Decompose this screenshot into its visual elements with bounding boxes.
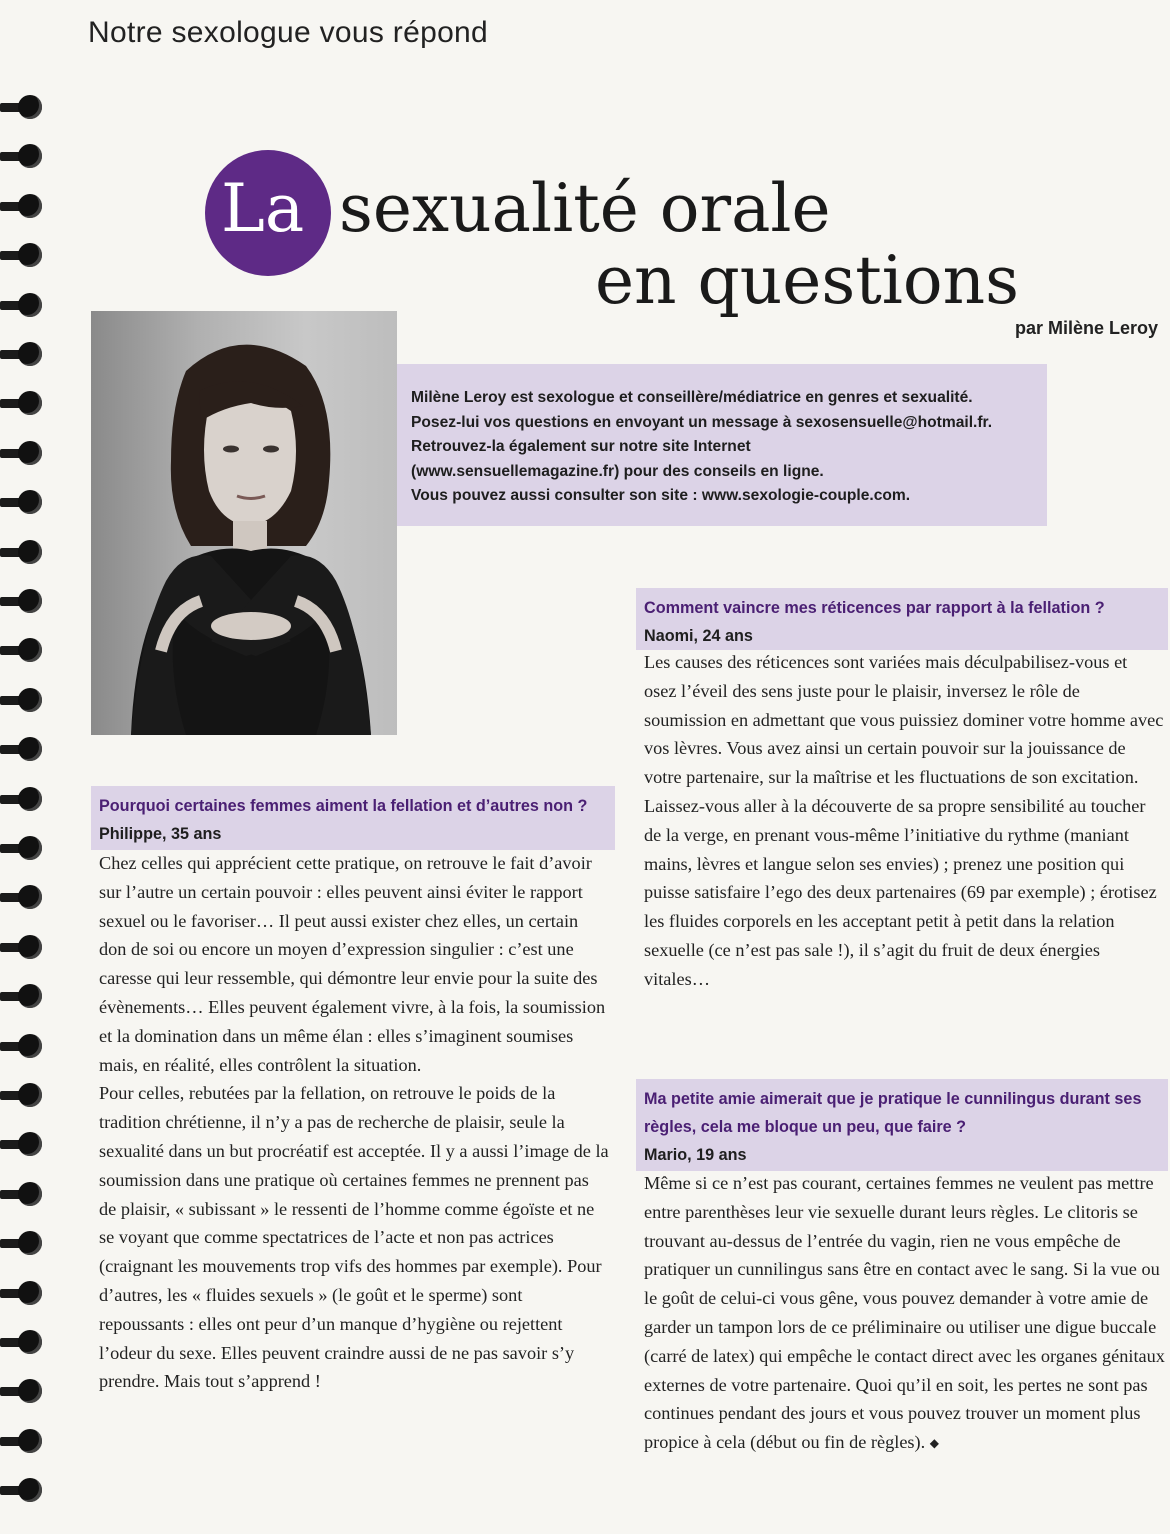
binding-ring: [0, 885, 44, 909]
title-line-1: sexualité orale: [339, 170, 831, 247]
binding-ring: [0, 95, 44, 119]
author-portrait: [91, 311, 397, 735]
end-mark-icon: ◆: [929, 1436, 940, 1451]
ring-hole: [18, 1083, 42, 1107]
binding-ring: [0, 1330, 44, 1354]
binding-ring: [0, 144, 44, 168]
section-rubric: Notre sexologue vous répond: [88, 16, 489, 49]
answer-paragraph: Les causes des réticences sont variées mais déculpabilisez-vous et osez l’éveil des sens juste pour le plaisir, inversez le rôle de soumission en admettant que vous puissiez dominer votre homme avec vos lèvres. Vous avez ainsi un certain pouvoir sur la jouissance de votre partenaire, sur la maîtrise et les fluctuations de son excitation. Laissez-vous aller à la découverte de sa propre sensibilité au toucher de la verge, en prenant vous-même l’initiative du rythme (maniant mains, lèvres et langue selon ses envies) ; prenez une position qui puisse satisfaire l’ego des deux partenaires (69 par exemple) ; érotisez les fluides corporels en les acceptant petit à petit dans la relation sexuelle (ce n’est pas sale !), il s’agit du fruit de deux énergies vitales…: [644, 652, 1164, 989]
ring-hole: [18, 1231, 42, 1255]
binding-ring: [0, 589, 44, 613]
ring-hole: [18, 836, 42, 860]
binding-ring: [0, 194, 44, 218]
binding-ring: [0, 243, 44, 267]
bio-line: Milène Leroy est sexologue et conseillère/médiatrice en genres et sexualité.: [411, 389, 973, 406]
question-asker: Mario, 19 ans: [644, 1146, 747, 1164]
binding-ring: [0, 984, 44, 1008]
question-asker: Naomi, 24 ans: [644, 627, 753, 645]
answer-2: [644, 648, 1164, 994]
question-text: Comment vaincre mes réticences par rapport à la fellation ?: [644, 599, 1105, 617]
bio-line: Posez-lui vos questions en envoyant un message à sexosensuelle@hotmail.fr.: [411, 413, 993, 431]
binding-ring: [0, 1231, 44, 1255]
answer-3: [644, 1169, 1168, 1458]
binding-ring: [0, 540, 44, 564]
binding-ring: [0, 935, 44, 959]
title-badge-text: La: [221, 170, 305, 247]
binding-ring: [0, 1132, 44, 1156]
binding-ring: [0, 1379, 44, 1403]
ring-hole: [18, 1034, 42, 1058]
author-byline: par Milène Leroy: [1014, 318, 1158, 338]
question-text: Pourquoi certaines femmes aiment la fellation et d’autres non ?: [99, 797, 588, 815]
binding-ring: [0, 737, 44, 761]
question-box-3: [636, 1079, 1168, 1171]
ring-hole: [18, 1132, 42, 1156]
binding-ring: [0, 293, 44, 317]
answer-text: Même si ce n’est pas courant, certaines femmes ne veulent pas mettre entre parenthèses leur vie sexuelle durant leurs règles. Le clitoris se trouvant au-dessus de l’entrée du vagin, rien ne vous empêche de pratiquer un cunnilingus sans être en contact avec le sang. Si la vue ou le goût de celui-ci vous gêne, vous pouvez demander à votre amie de garder un tampon lors de ce préliminaire ou utiliser une digue buccale (carré de latex) qui empêche le contact direct avec les organes génitaux externes de votre partenaire. Quoi qu’il en soit, les pertes ne sont pas continues pendant des jours et vous pouvez trouver un moment plus propice à cela (début ou fin de règles).: [644, 1173, 1165, 1453]
bio-line: Vous pouvez aussi consulter son site : www.sexologie-couple.com.: [411, 487, 911, 504]
ring-hole: [18, 1182, 42, 1206]
question-box-1: [91, 786, 615, 850]
ring-hole: [18, 144, 42, 168]
question-asker: Philippe, 35 ans: [99, 825, 222, 843]
ring-hole: [18, 194, 42, 218]
spiral-binding: [0, 95, 48, 1534]
binding-ring: [0, 787, 44, 811]
binding-ring: [0, 441, 44, 465]
ring-hole: [18, 589, 42, 613]
answer-1: [99, 849, 609, 1396]
binding-ring: [0, 688, 44, 712]
ring-hole: [18, 1478, 42, 1502]
binding-ring: [0, 1182, 44, 1206]
ring-hole: [18, 787, 42, 811]
binding-ring: [0, 1429, 44, 1453]
ring-hole: [18, 441, 42, 465]
ring-hole: [18, 935, 42, 959]
ring-hole: [18, 885, 42, 909]
ring-hole: [18, 1330, 42, 1354]
binding-ring: [0, 490, 44, 514]
ring-hole: [18, 293, 42, 317]
bio-line: (www.sensuellemagazine.fr) pour des conseils en ligne.: [411, 462, 824, 480]
ring-hole: [18, 540, 42, 564]
answer-paragraph: Pour celles, rebutées par la fellation, on retrouve le poids de la tradition chrétienne, il n’y a pas de recherche de plaisir, seule la sexualité dans un but procréatif est acceptée. Il y a aussi l’image de la soumission dans une pratique où certaines femmes ne prennent pas de plaisir, « subissant » le ressenti de l’homme comme égoïste et ne se voyant que comme spectatrices de l’acte et non pas actrices (craignant les mouvements trop vifs des hommes par exemple). Pour d’autres, les « fluides sexuels » (le goût et le sperme) sont repoussants : elles ont peur d’un manque d’hygiène ou rejettent l’odeur du sexe. Elles peuvent craindre aussi de ne pas savoir s’y prendre. Mais tout s’apprend !: [99, 1083, 609, 1392]
ring-hole: [18, 737, 42, 761]
author-bio-box: [397, 364, 1047, 526]
ring-hole: [18, 342, 42, 366]
binding-ring: [0, 836, 44, 860]
ring-hole: [18, 1429, 42, 1453]
ring-hole: [18, 984, 42, 1008]
ring-hole: [18, 1281, 42, 1305]
ring-hole: [18, 243, 42, 267]
binding-ring: [0, 1034, 44, 1058]
binding-ring: [0, 638, 44, 662]
binding-ring: [0, 1478, 44, 1502]
question-box-2: [636, 588, 1168, 650]
answer-paragraph: Chez celles qui apprécient cette pratique, on retrouve le fait d’avoir sur l’autre un certain pouvoir : elles peuvent ainsi éviter le rapport sexuel ou le favoriser… Il peut aussi exister chez elles, un certain don de soi ou encore un moyen d’expression singulier : c’est une caresse qui leur ressemble, qui démontre leur envie pour la suite des évènements… Elles peuvent également vivre, à la fois, la soumission et la domination dans un même élan : elles s’imaginent soumises mais, en réalité, elles contrôlent la situation.: [99, 853, 606, 1075]
binding-ring: [0, 1281, 44, 1305]
ring-hole: [18, 95, 42, 119]
binding-ring: [0, 1083, 44, 1107]
ring-hole: [18, 391, 42, 415]
answer-paragraph: [644, 1169, 1168, 1458]
binding-ring: [0, 391, 44, 415]
binding-ring: [0, 342, 44, 366]
ring-hole: [18, 688, 42, 712]
bio-line: Retrouvez-la également sur notre site Internet: [411, 438, 751, 455]
ring-hole: [18, 490, 42, 514]
question-text: Ma petite amie aimerait que je pratique le cunnilingus durant ses règles, cela me bloque un peu, que faire ?: [644, 1090, 1142, 1136]
portrait-illustration: [91, 311, 397, 735]
ring-hole: [18, 1379, 42, 1403]
ring-hole: [18, 638, 42, 662]
article-title: [205, 150, 1045, 319]
title-line-2: en questions: [595, 242, 1019, 319]
